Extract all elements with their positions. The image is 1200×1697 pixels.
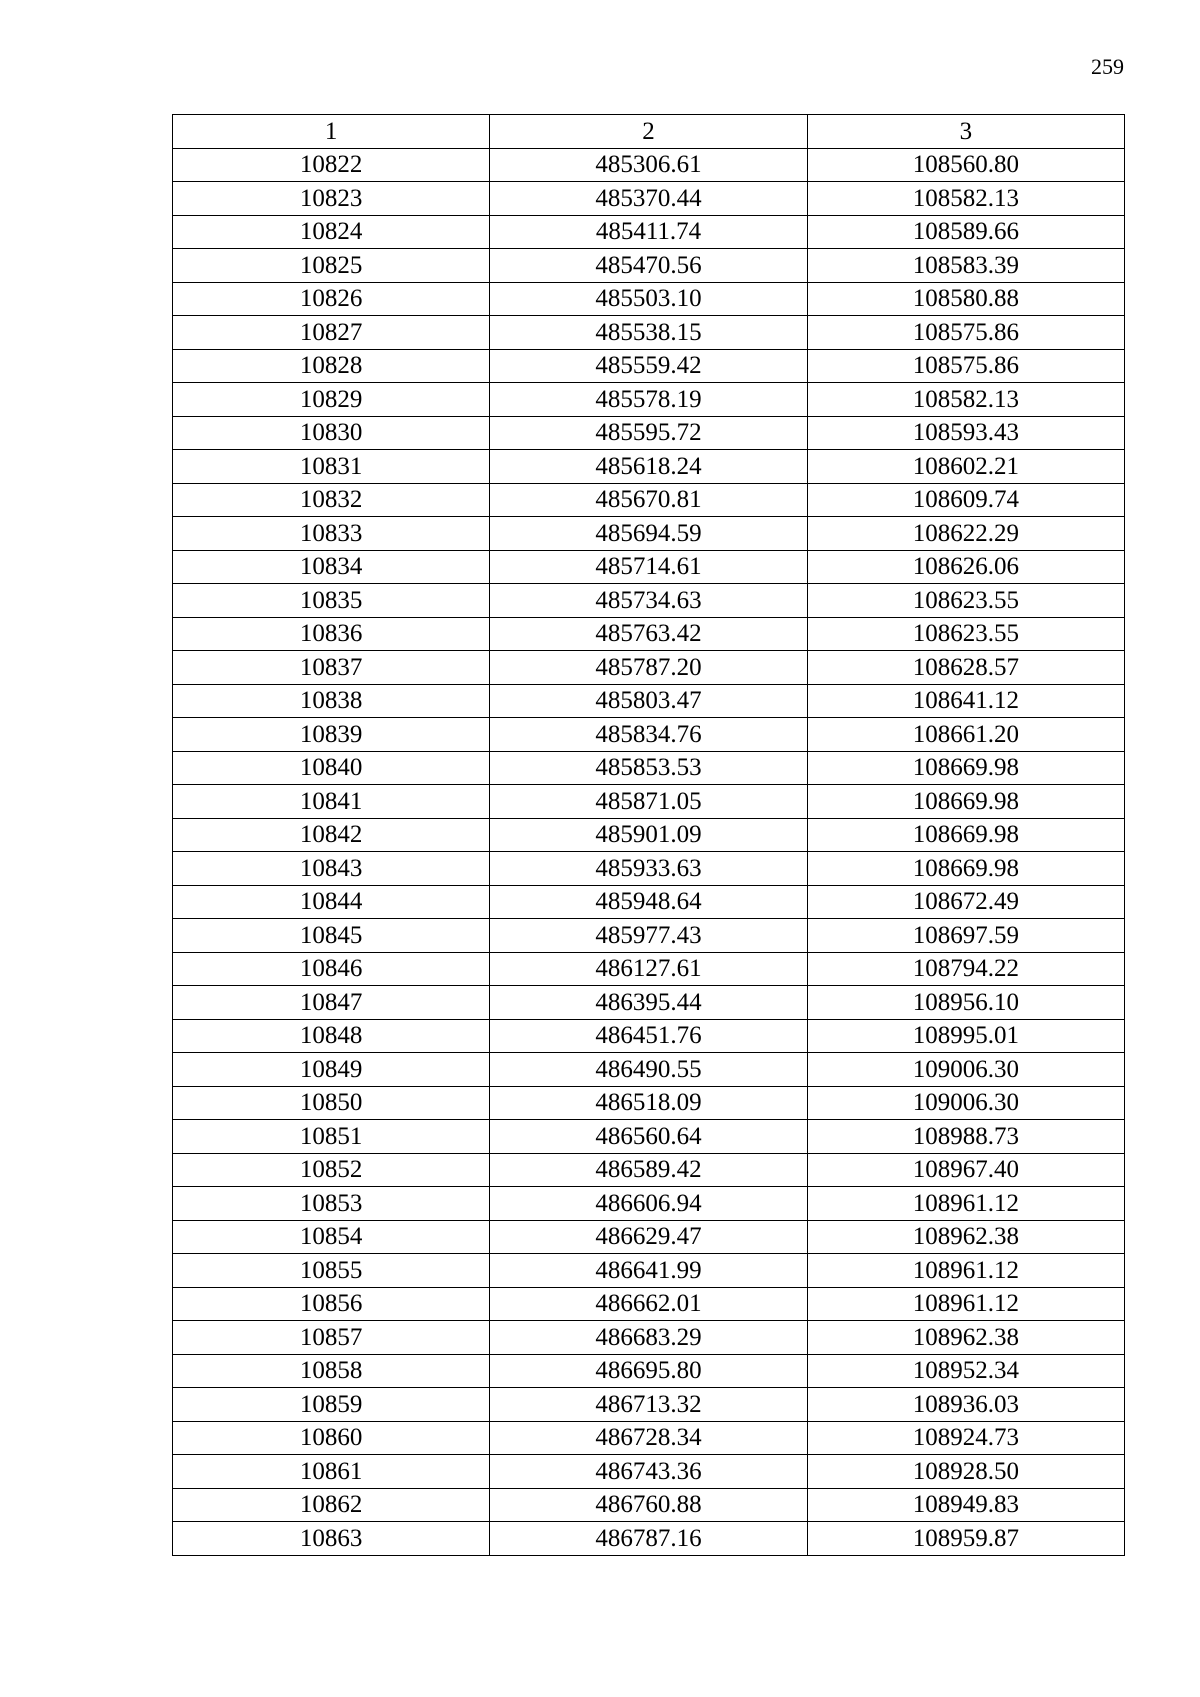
table-cell-col-2: 486451.76: [490, 1019, 807, 1053]
table-row: [173, 1120, 1125, 1154]
table-cell-col-2: 485670.81: [490, 483, 807, 517]
table-cell-col-1: 10840: [173, 751, 490, 785]
table-cell-col-3: 108623.55: [807, 617, 1124, 651]
table-cell-col-2: 485803.47: [490, 684, 807, 718]
table-cell-col-3: 108560.80: [807, 148, 1124, 182]
table-row: [173, 1187, 1125, 1221]
table-row: [173, 751, 1125, 785]
column-header-2: 2: [490, 115, 807, 149]
table-cell-col-3: 108669.98: [807, 818, 1124, 852]
table-cell-col-1: 10825: [173, 249, 490, 283]
table-cell-col-1: 10862: [173, 1488, 490, 1522]
table-cell-col-1: 10826: [173, 282, 490, 316]
table-cell-col-1: 10841: [173, 785, 490, 819]
table-row: [173, 651, 1125, 685]
table-cell-col-1: 10822: [173, 148, 490, 182]
table-cell-col-3: 108794.22: [807, 952, 1124, 986]
table-cell-col-2: 485714.61: [490, 550, 807, 584]
table-cell-col-3: 108961.12: [807, 1187, 1124, 1221]
table-cell-col-1: 10838: [173, 684, 490, 718]
table-row: [173, 249, 1125, 283]
table-cell-col-3: 108961.12: [807, 1254, 1124, 1288]
table-cell-col-3: 108589.66: [807, 215, 1124, 249]
table-cell-col-2: 485618.24: [490, 450, 807, 484]
table-row: [173, 316, 1125, 350]
table-row: [173, 785, 1125, 819]
table-cell-col-2: 485901.09: [490, 818, 807, 852]
table-cell-col-2: 486713.32: [490, 1388, 807, 1422]
table-row: [173, 584, 1125, 618]
table-cell-col-3: 108697.59: [807, 919, 1124, 953]
table-row: [173, 517, 1125, 551]
table-cell-col-3: 108609.74: [807, 483, 1124, 517]
table-cell-col-2: 486560.64: [490, 1120, 807, 1154]
table-cell-col-1: 10863: [173, 1522, 490, 1556]
table-cell-col-2: 486589.42: [490, 1153, 807, 1187]
table-row: [173, 1388, 1125, 1422]
table-cell-col-2: 485948.64: [490, 885, 807, 919]
table-cell-col-1: 10835: [173, 584, 490, 618]
table-row: [173, 349, 1125, 383]
table-cell-col-2: 485538.15: [490, 316, 807, 350]
table-row: [173, 919, 1125, 953]
table-cell-col-2: 485834.76: [490, 718, 807, 752]
table-cell-col-3: 108962.38: [807, 1220, 1124, 1254]
table-row: [173, 1488, 1125, 1522]
table-cell-col-1: 10854: [173, 1220, 490, 1254]
table-cell-col-1: 10846: [173, 952, 490, 986]
table-row: [173, 483, 1125, 517]
coordinates-table: [172, 114, 1125, 1556]
table-cell-col-2: 485853.53: [490, 751, 807, 785]
table-cell-col-1: 10833: [173, 517, 490, 551]
table-cell-col-2: 485933.63: [490, 852, 807, 886]
table-cell-col-2: 486606.94: [490, 1187, 807, 1221]
table-cell-col-3: 109006.30: [807, 1086, 1124, 1120]
table-cell-col-3: 108995.01: [807, 1019, 1124, 1053]
table-cell-col-2: 486695.80: [490, 1354, 807, 1388]
table-cell-col-2: 485411.74: [490, 215, 807, 249]
table-cell-col-3: 108593.43: [807, 416, 1124, 450]
table-cell-col-1: 10853: [173, 1187, 490, 1221]
table-cell-col-3: 108641.12: [807, 684, 1124, 718]
table-cell-col-1: 10836: [173, 617, 490, 651]
table-cell-col-3: 108583.39: [807, 249, 1124, 283]
table-cell-col-3: 108672.49: [807, 885, 1124, 919]
table-cell-col-2: 486629.47: [490, 1220, 807, 1254]
table-cell-col-1: 10860: [173, 1421, 490, 1455]
table-row: [173, 1053, 1125, 1087]
table-row: [173, 986, 1125, 1020]
table-row: [173, 1421, 1125, 1455]
table-cell-col-3: 108962.38: [807, 1321, 1124, 1355]
table-row: [173, 617, 1125, 651]
table-cell-col-3: 108936.03: [807, 1388, 1124, 1422]
table-cell-col-3: 108669.98: [807, 785, 1124, 819]
table-cell-col-1: 10828: [173, 349, 490, 383]
table-cell-col-1: 10832: [173, 483, 490, 517]
table-cell-col-1: 10823: [173, 182, 490, 216]
table-cell-col-3: 108988.73: [807, 1120, 1124, 1154]
table-cell-col-1: 10829: [173, 383, 490, 417]
table-cell-col-1: 10855: [173, 1254, 490, 1288]
table-cell-col-2: 486395.44: [490, 986, 807, 1020]
table-row: [173, 450, 1125, 484]
table-cell-col-2: 486787.16: [490, 1522, 807, 1556]
table-row: [173, 1455, 1125, 1489]
table-cell-col-3: 108967.40: [807, 1153, 1124, 1187]
table-cell-col-2: 485370.44: [490, 182, 807, 216]
table-row: [173, 718, 1125, 752]
header-row: [173, 115, 1125, 149]
table-cell-col-3: 108575.86: [807, 316, 1124, 350]
table-cell-col-1: 10839: [173, 718, 490, 752]
table-cell-col-2: 485763.42: [490, 617, 807, 651]
table-row: [173, 416, 1125, 450]
table-row: [173, 885, 1125, 919]
table-cell-col-3: 108575.86: [807, 349, 1124, 383]
table-cell-col-3: 108959.87: [807, 1522, 1124, 1556]
table-cell-col-2: 486683.29: [490, 1321, 807, 1355]
table-row: [173, 215, 1125, 249]
table-cell-col-3: 108952.34: [807, 1354, 1124, 1388]
table-cell-col-1: 10843: [173, 852, 490, 886]
table-cell-col-1: 10824: [173, 215, 490, 249]
table-row: [173, 1019, 1125, 1053]
table-cell-col-1: 10834: [173, 550, 490, 584]
table-row: [173, 1321, 1125, 1355]
table-row: [173, 1254, 1125, 1288]
table-row: [173, 383, 1125, 417]
column-header-1: 1: [173, 115, 490, 149]
table-cell-col-2: 485734.63: [490, 584, 807, 618]
table-row: [173, 1522, 1125, 1556]
table-row: [173, 182, 1125, 216]
table-row: [173, 1220, 1125, 1254]
table-cell-col-1: 10858: [173, 1354, 490, 1388]
table-cell-col-3: 108602.21: [807, 450, 1124, 484]
table-cell-col-1: 10857: [173, 1321, 490, 1355]
table-cell-col-1: 10827: [173, 316, 490, 350]
table-cell-col-1: 10856: [173, 1287, 490, 1321]
page-number: 259: [1091, 54, 1124, 79]
table-cell-col-2: 486760.88: [490, 1488, 807, 1522]
table-row: [173, 818, 1125, 852]
table-cell-col-2: 485787.20: [490, 651, 807, 685]
table-cell-col-1: 10844: [173, 885, 490, 919]
table-cell-col-2: 485694.59: [490, 517, 807, 551]
table-cell-col-1: 10850: [173, 1086, 490, 1120]
table-cell-col-2: 486127.61: [490, 952, 807, 986]
table-cell-col-3: 108928.50: [807, 1455, 1124, 1489]
table-cell-col-3: 108623.55: [807, 584, 1124, 618]
table-cell-col-3: 108628.57: [807, 651, 1124, 685]
table-cell-col-2: 485595.72: [490, 416, 807, 450]
table-cell-col-3: 108961.12: [807, 1287, 1124, 1321]
table-cell-col-2: 486490.55: [490, 1053, 807, 1087]
table-cell-col-1: 10837: [173, 651, 490, 685]
table-cell-col-2: 485977.43: [490, 919, 807, 953]
table-cell-col-2: 486518.09: [490, 1086, 807, 1120]
table-cell-col-3: 108669.98: [807, 751, 1124, 785]
table-cell-col-1: 10845: [173, 919, 490, 953]
table-cell-col-1: 10849: [173, 1053, 490, 1087]
table-cell-col-1: 10851: [173, 1120, 490, 1154]
table-cell-col-1: 10861: [173, 1455, 490, 1489]
table-cell-col-1: 10830: [173, 416, 490, 450]
table-row: [173, 852, 1125, 886]
table-cell-col-1: 10842: [173, 818, 490, 852]
table-cell-col-3: 108626.06: [807, 550, 1124, 584]
table-cell-col-2: 485578.19: [490, 383, 807, 417]
table-row: [173, 550, 1125, 584]
table-cell-col-1: 10831: [173, 450, 490, 484]
table-cell-col-3: 108956.10: [807, 986, 1124, 1020]
table-cell-col-3: 108669.98: [807, 852, 1124, 886]
table-row: [173, 1086, 1125, 1120]
table-row: [173, 1287, 1125, 1321]
table-row: [173, 952, 1125, 986]
table-cell-col-2: 485306.61: [490, 148, 807, 182]
table-cell-col-2: 485470.56: [490, 249, 807, 283]
table-row: [173, 1153, 1125, 1187]
table-cell-col-3: 108582.13: [807, 383, 1124, 417]
table-cell-col-2: 485871.05: [490, 785, 807, 819]
table-cell-col-2: 485559.42: [490, 349, 807, 383]
table-cell-col-2: 486743.36: [490, 1455, 807, 1489]
table-cell-col-1: 10852: [173, 1153, 490, 1187]
table-row: [173, 1354, 1125, 1388]
table-cell-col-2: 486641.99: [490, 1254, 807, 1288]
table-cell-col-3: 108949.83: [807, 1488, 1124, 1522]
table-cell-col-3: 108622.29: [807, 517, 1124, 551]
table-cell-col-3: 108661.20: [807, 718, 1124, 752]
column-header-3: 3: [807, 115, 1124, 149]
table-header: [173, 115, 1125, 149]
table-row: [173, 282, 1125, 316]
table-row: [173, 148, 1125, 182]
table-cell-col-3: 108924.73: [807, 1421, 1124, 1455]
table-row: [173, 684, 1125, 718]
table-cell-col-2: 485503.10: [490, 282, 807, 316]
table-cell-col-2: 486728.34: [490, 1421, 807, 1455]
table-cell-col-2: 486662.01: [490, 1287, 807, 1321]
table-cell-col-3: 108582.13: [807, 182, 1124, 216]
table-cell-col-1: 10859: [173, 1388, 490, 1422]
table-cell-col-3: 108580.88: [807, 282, 1124, 316]
table-body: [173, 148, 1125, 1555]
table-cell-col-1: 10848: [173, 1019, 490, 1053]
table-cell-col-1: 10847: [173, 986, 490, 1020]
table-cell-col-3: 109006.30: [807, 1053, 1124, 1087]
